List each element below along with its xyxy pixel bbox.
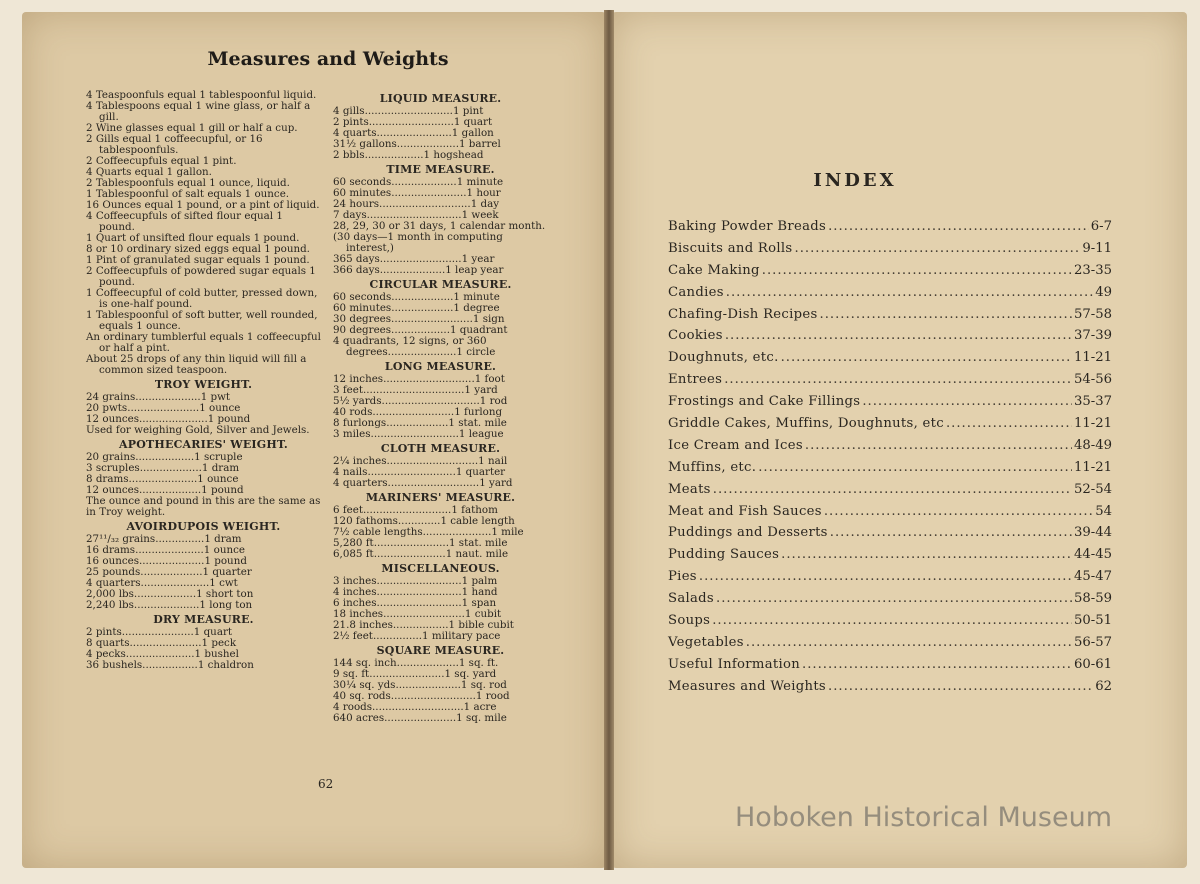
measure-line: 1 Quart of unsifted flour equals 1 pound. (86, 232, 300, 244)
measure-line: 2 Coffeecupfuls of powdered sugar equals 1 pound. (86, 265, 316, 288)
index-entry (668, 610, 1112, 632)
measure-line: 60 seconds....................1 minute (333, 177, 504, 188)
index-entry (668, 325, 1112, 347)
index-entry (668, 457, 1112, 479)
index-entry-label: Measures and Weights (668, 678, 826, 694)
watermark: Hoboken Historical Museum (735, 802, 1113, 833)
measures-column-left (86, 90, 321, 671)
index-entry-pages: 54 (1095, 503, 1112, 519)
measure-line: 28, 29, 30 or 31 days, 1 calendar month. (333, 220, 546, 232)
index-entry-pages: 56-57 (1073, 634, 1112, 650)
index-entry-pages: 49 (1095, 284, 1112, 300)
index-entry-label: Meats (668, 481, 711, 497)
measure-line: 4 quarts.......................1 gallon (333, 128, 494, 139)
index-entry (668, 304, 1112, 326)
index-entry-label: Ice Cream and Ices (668, 437, 803, 453)
measure-line: 40 rods.........................1 furlong (333, 407, 503, 418)
section-heading: AVOIRDUPOIS WEIGHT. (126, 520, 281, 533)
index-entry-label: Meat and Fish Sauces (668, 503, 822, 519)
measure-line: 8 or 10 ordinary sized eggs equal 1 pound. (86, 243, 310, 255)
measure-line: 2,000 lbs...................1 short ton (86, 589, 254, 600)
measure-line: 3 miles...........................1 league (333, 429, 504, 440)
measure-line: 2¼ inches............................1 nail (333, 456, 508, 467)
index-entry-pages: 44-45 (1073, 547, 1112, 563)
measure-line: 5,280 ft.......................1 stat. mile (333, 538, 508, 549)
measure-line: 60 seconds...................1 minute (333, 292, 500, 303)
index-entry-label: Baking Powder Breads (668, 219, 827, 234)
measure-line: 2,240 lbs....................1 long ton (86, 600, 253, 611)
measure-line: 5½ yards..............................1 rod (333, 396, 508, 407)
section-heading: APOTHECARIES' WEIGHT. (119, 438, 288, 451)
index-entry (668, 501, 1112, 523)
index-entry-label: Doughnuts, etc. (668, 350, 779, 366)
measure-line: 25 pounds...................1 quarter (86, 567, 252, 578)
index-entry (668, 632, 1112, 654)
measure-line: 4 Coffeecupfuls of sifted flour equal 1 pound. (86, 210, 283, 233)
measure-line: 4 roods............................1 acre (333, 702, 497, 713)
measure-line: 4 pecks.....................1 bushel (86, 649, 239, 660)
measure-line: 2 Gills equal 1 coffeecupful, or 16 tablespoonfuls. (86, 133, 263, 156)
measure-line: 2 Coffeecupfuls equal 1 pint. (86, 155, 237, 167)
index-entry-pages: 58-59 (1073, 591, 1112, 607)
index-entry-label: Griddle Cakes, Muffins, Doughnuts, etc (668, 416, 944, 432)
book-gutter (604, 10, 614, 870)
measure-line: 24 grains....................1 pwt (86, 392, 231, 403)
measure-line: 3 feet...............................1 yard (333, 385, 498, 396)
index-entry-pages: 37-39 (1073, 328, 1112, 344)
index-entry (668, 544, 1112, 566)
index-entry-pages: 6-7 (1090, 219, 1112, 234)
dot-leader (805, 435, 1072, 457)
measure-line: 1 Tablespoonful of soft butter, well rounded, equals 1 ounce. (86, 309, 318, 332)
dot-leader (830, 522, 1072, 544)
measure-line: 8 quarts......................1 peck (86, 638, 237, 649)
section-heading: MARINERS' MEASURE. (365, 491, 516, 504)
dot-leader (762, 260, 1072, 282)
index-entry-pages: 39-44 (1073, 525, 1112, 541)
measure-line: 12 ounces.....................1 pound (86, 414, 251, 425)
index-entry-label: Muffins, etc. (668, 459, 757, 475)
measure-line: 120 fathoms.............1 cable length (333, 516, 515, 527)
measure-line: 9 sq. ft.......................1 sq. yard (333, 669, 497, 680)
measure-line: 366 days....................1 leap year (333, 265, 504, 276)
measure-line: 21.8 inches.................1 bible cubit (333, 620, 514, 631)
index-entry-pages: 35-37 (1073, 394, 1112, 410)
measure-line: 8 drams.....................1 ounce (86, 474, 239, 485)
index-entry-pages: 9-11 (1082, 240, 1112, 256)
dot-leader (828, 676, 1093, 698)
dot-leader (699, 566, 1072, 588)
measure-line: 640 acres......................1 sq. mile (333, 713, 507, 724)
section-heading: CIRCULAR MEASURE. (369, 278, 512, 291)
index-entry-pages: 54-56 (1073, 372, 1112, 388)
index-entry-pages: 57-58 (1073, 306, 1112, 322)
index-entry (668, 391, 1112, 413)
measure-line: 12 ounces...................1 pound (86, 485, 244, 496)
index-entry (668, 435, 1112, 457)
index-entry (668, 676, 1112, 698)
measure-line: 4 gills...........................1 pint (333, 106, 484, 117)
dot-leader (862, 391, 1072, 413)
measure-line: 27¹¹/₃₂ grains...............1 dram (86, 534, 242, 545)
measure-line: 3 scruples...................1 dram (86, 463, 240, 474)
measure-line: 18 inches.........................1 cubit (333, 609, 502, 620)
index-list (668, 216, 1112, 698)
index-entry-label: Chafing-Dish Recipes (668, 306, 818, 322)
index-entry (668, 282, 1112, 304)
index-entry (668, 238, 1112, 260)
measure-line: 4 quarters.....................1 cwt (86, 578, 238, 589)
measures-column-right (333, 90, 548, 724)
measure-line: 60 minutes...................1 degree (333, 303, 500, 314)
index-entry-label: Cake Making (668, 262, 760, 278)
index-entry (668, 522, 1112, 544)
measure-line: 8 furlongs...................1 stat. mile (333, 418, 507, 429)
section-heading: TIME MEASURE. (386, 163, 495, 176)
index-entry-pages: 45-47 (1073, 569, 1112, 585)
index-entry-pages: 52-54 (1073, 481, 1112, 497)
index-entry-label: Biscuits and Rolls (668, 240, 793, 256)
measure-line: 2 Tablespoonfuls equal 1 ounce, liquid. (86, 177, 290, 189)
dot-leader (716, 588, 1072, 610)
measure-line: 16 drams.....................1 ounce (86, 545, 245, 556)
index-title: INDEX (813, 170, 897, 191)
index-entry-label: Frostings and Cake Fillings (668, 394, 861, 410)
index-entry-pages: 11-21 (1073, 416, 1112, 432)
measure-line: About 25 drops of any thin liquid will fill a common sized teaspoon. (86, 353, 307, 376)
measure-line: 2 bbls..................1 hogshead (333, 150, 484, 161)
page-title: Measures and Weights (207, 48, 449, 70)
measure-line: 4 Teaspoonfuls equal 1 tablespoonful liquid. (86, 89, 317, 101)
index-entry (668, 369, 1112, 391)
measure-line: 31½ gallons...................1 barrel (333, 139, 501, 150)
dot-leader (824, 501, 1093, 523)
measure-line: 6,085 ft......................1 naut. mile (333, 549, 509, 560)
measure-line: 7 days.............................1 week (333, 210, 499, 221)
dot-leader (946, 413, 1072, 435)
index-entry (668, 413, 1112, 435)
measure-line: 4 quadrants, 12 signs, or 360 degrees.....................1 circle (333, 335, 496, 358)
section-heading: TROY WEIGHT. (154, 378, 253, 391)
measure-line: 3 inches..........................1 palm (333, 576, 498, 587)
measure-line: 40 sq. rods..........................1 rood (333, 691, 510, 702)
dot-leader (828, 216, 1089, 238)
dot-leader (820, 304, 1072, 326)
measure-line: 144 sq. inch...................1 sq. ft. (333, 658, 499, 669)
dot-leader (746, 632, 1072, 654)
index-entry-label: Salads (668, 591, 714, 607)
index-entry (668, 347, 1112, 369)
index-entry-label: Puddings and Desserts (668, 525, 828, 541)
index-entry (668, 566, 1112, 588)
section-heading: DRY MEASURE. (153, 613, 254, 626)
measure-line: 24 hours............................1 day (333, 199, 500, 210)
page-number: 62 (318, 777, 334, 791)
index-entry-pages: 11-21 (1073, 350, 1112, 366)
dot-leader (802, 654, 1072, 676)
measure-line: 4 Quarts equal 1 gallon. (86, 166, 212, 178)
dot-leader (712, 610, 1072, 632)
section-heading: SQUARE MEASURE. (376, 644, 505, 657)
measure-line: 2½ feet...............1 military pace (333, 631, 501, 642)
section-heading: CLOTH MEASURE. (380, 442, 501, 455)
measure-line: 20 pwts......................1 ounce (86, 403, 241, 414)
measure-line: 30 degrees.........................1 sign (333, 314, 505, 325)
index-entry (668, 260, 1112, 282)
dot-leader (713, 479, 1072, 501)
index-entry-label: Cookies (668, 328, 723, 344)
section-heading: MISCELLANEOUS. (381, 562, 500, 575)
measure-line: 60 minutes.......................1 hour (333, 188, 501, 199)
dot-leader (758, 457, 1072, 479)
dot-leader (725, 325, 1072, 347)
index-entry (668, 654, 1112, 676)
measure-line: An ordinary tumblerful equals 1 coffeecupful or half a pint. (86, 331, 321, 354)
index-entry-label: Candies (668, 284, 724, 300)
measure-line: 36 bushels.................1 chaldron (86, 660, 254, 671)
measure-line: 1 Pint of granulated sugar equals 1 pound. (86, 254, 310, 266)
index-entry-pages: 11-21 (1073, 459, 1112, 475)
index-entry-label: Pies (668, 569, 697, 585)
dot-leader (724, 369, 1072, 391)
measure-line: 16 Ounces equal 1 pound, or a pint of liquid. (86, 199, 320, 211)
measure-line: 1 Tablespoonful of salt equals 1 ounce. (86, 188, 290, 200)
measure-line: 2 pints......................1 quart (86, 627, 233, 638)
measure-line: 4 quarters............................1 yard (333, 478, 513, 489)
measure-line: 6 inches..........................1 span (333, 598, 497, 609)
measure-line: 90 degrees..................1 quadrant (333, 325, 508, 336)
measure-line: (30 days—1 month in computing interest,) (333, 231, 503, 254)
measure-line: 4 inches..........................1 hand (333, 587, 498, 598)
index-entry-label: Entrees (668, 372, 723, 388)
measure-line: The ounce and pound in this are the same as in Troy weight. (86, 496, 321, 518)
section-heading: LIQUID MEASURE. (379, 92, 502, 105)
dot-leader (781, 544, 1072, 566)
index-entry-label: Useful Information (668, 656, 801, 672)
measure-line: 2 pints..........................1 quart (333, 117, 493, 128)
measure-line: Used for weighing Gold, Silver and Jewels. (86, 425, 310, 436)
dot-leader (781, 347, 1072, 369)
measure-line: 2 Wine glasses equal 1 gill or half a cup. (86, 122, 298, 134)
index-entry-pages: 60-61 (1073, 656, 1112, 672)
measure-line: 30¼ sq. yds....................1 sq. rod (333, 680, 507, 691)
index-entry-label: Vegetables (668, 634, 744, 650)
index-entry (668, 479, 1112, 501)
measure-line: 6 feet...........................1 fathom (333, 505, 498, 516)
index-entry-label: Soups (668, 613, 711, 629)
dot-leader (726, 282, 1093, 304)
measure-line: 365 days.........................1 year (333, 254, 495, 265)
measure-line: 7½ cable lengths.....................1 mile (333, 527, 524, 538)
index-entry-pages: 50-51 (1073, 613, 1112, 629)
index-entry (668, 588, 1112, 610)
index-entry-pages: 23-35 (1073, 262, 1112, 278)
measure-line: 4 nails...........................1 quarter (333, 467, 506, 478)
section-heading: LONG MEASURE. (384, 360, 497, 373)
measure-line: 1 Coffeecupful of cold butter, pressed down, is one-half pound. (86, 287, 318, 310)
measure-line: 20 grains..................1 scruple (86, 452, 243, 463)
index-entry-pages: 62 (1095, 678, 1112, 694)
dot-leader (795, 238, 1081, 260)
measure-line: 16 ounces....................1 pound (86, 556, 247, 567)
measure-line: 4 Tablespoons equal 1 wine glass, or half a gill. (86, 100, 311, 123)
index-entry-pages: 48-49 (1073, 437, 1112, 453)
index-entry (668, 216, 1112, 238)
measure-line: 12 inches............................1 foot (333, 374, 505, 385)
index-entry-label: Pudding Sauces (668, 547, 780, 563)
